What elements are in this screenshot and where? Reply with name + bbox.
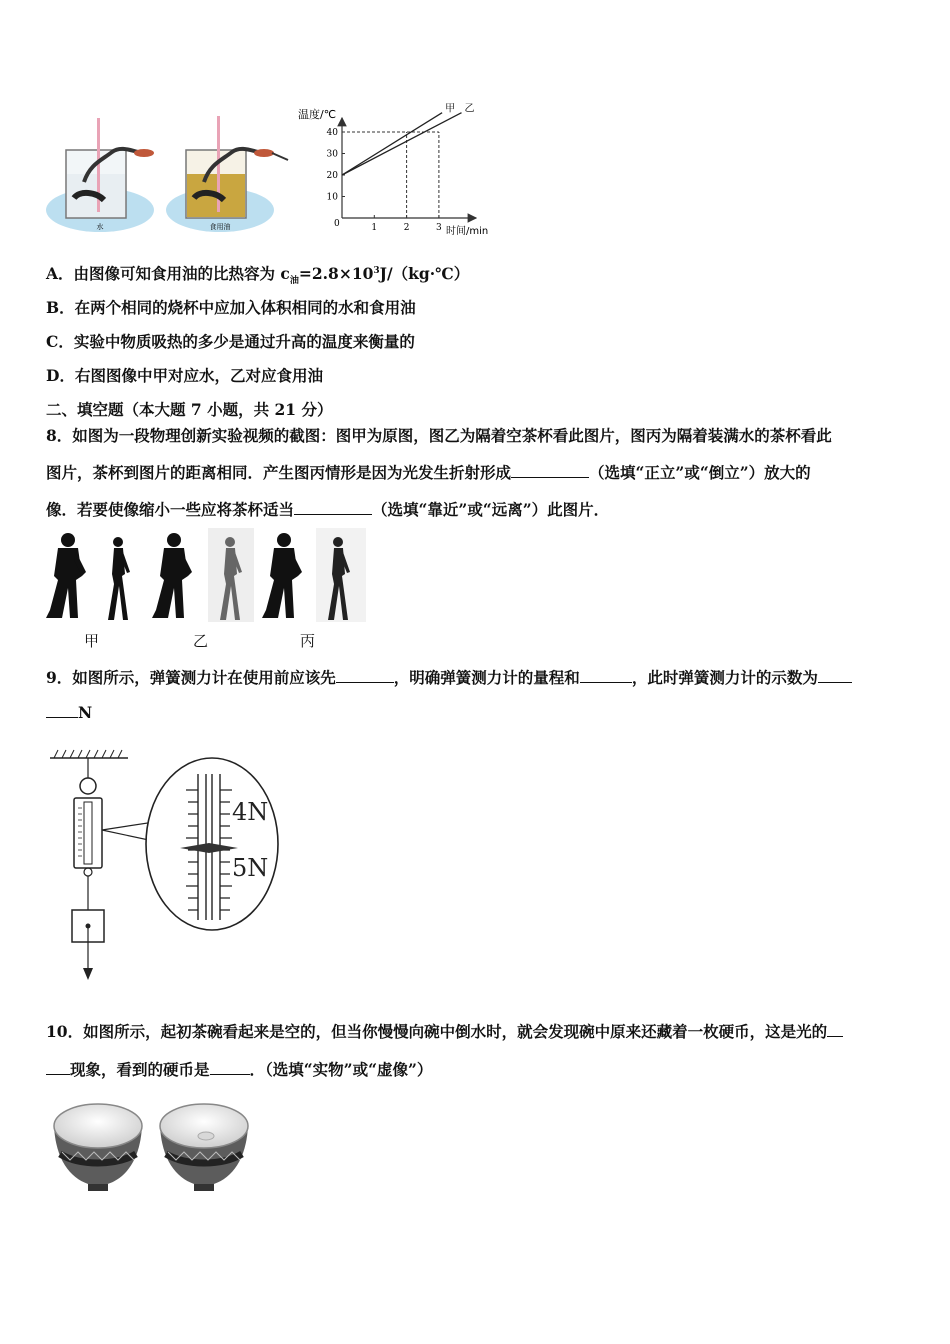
q10-line2-text-a: 现象，看到的硬币是 xyxy=(70,1060,210,1079)
chart-series-line xyxy=(342,113,442,175)
scale-label-5n: 5N xyxy=(232,854,269,882)
q8-caption-jia: 甲 xyxy=(84,632,100,650)
q8-line3-text-a: 像．若要使像缩小一些应将茶杯适当 xyxy=(46,500,295,519)
q7-option-a-sup: 3 xyxy=(373,265,380,276)
q7-option-a xyxy=(46,262,469,286)
q10-line2 xyxy=(46,1058,432,1080)
silhouette-jia xyxy=(46,533,130,620)
bowl-with-coin xyxy=(160,1104,248,1191)
q9-line1-text-b: ，明确弹簧测力计的量程和 xyxy=(393,668,580,687)
q9-line1-text-a: 9．如图所示，弹簧测力计在使用前应该先 xyxy=(46,668,336,687)
q9-answer-blank-1[interactable] xyxy=(336,668,394,683)
chart-xlabel: 时间/min xyxy=(446,226,489,237)
chart-origin-label: 0 xyxy=(334,219,340,229)
beaker-oil-figure xyxy=(164,112,294,234)
q7-option-a-suffix: J/（kg·℃） xyxy=(379,264,470,283)
q7-option-b: B．在两个相同的烧杯中应加入体积相同的水和食用油 xyxy=(46,298,416,317)
bowl-empty xyxy=(54,1104,142,1191)
q9-line1 xyxy=(46,666,852,688)
beaker-oil-label: 食用油 xyxy=(209,223,231,231)
q8-line2-text-a: 图片，茶杯到图片的距离相同．产生图丙情形是因为光发生折射形成 xyxy=(46,463,512,482)
q9-line1-text-c: ，此时弹簧测力计的示数为 xyxy=(631,668,818,687)
q9-answer-blank-3a[interactable] xyxy=(818,668,852,683)
q8-line3 xyxy=(46,498,609,520)
chart-series-label: 乙 xyxy=(464,103,475,115)
temperature-time-chart xyxy=(296,100,501,240)
coin-icon xyxy=(198,1132,214,1140)
q8-silhouette-figure xyxy=(44,526,374,626)
chart-x-tick-label: 3 xyxy=(436,223,442,233)
q8-line1: 8．如图为一段物理创新实验视频的截图：图甲为原图，图乙为隔着空茶杯看此图片，图丙为隔着装满水的茶杯看此 xyxy=(46,426,832,445)
q10-line2-text-b: ．（选填“实物”或“虚像”） xyxy=(249,1060,433,1079)
chart-series-label: 甲 xyxy=(445,103,456,115)
chart-series-line xyxy=(342,113,462,175)
q10-answer-blank-2[interactable] xyxy=(210,1060,250,1075)
q7-option-a-sub: 油 xyxy=(289,276,299,287)
q10-answer-blank-1b[interactable] xyxy=(46,1060,70,1075)
q7-option-c: C．实验中物质吸热的多少是通过升高的温度来衡量的 xyxy=(46,332,415,351)
q10-answer-blank-1a[interactable] xyxy=(827,1022,843,1037)
beaker-water-label: 水 xyxy=(96,223,104,231)
q8-line2-text-b: （选填“正立”或“倒立”）放大的 xyxy=(589,463,811,482)
beaker-water-figure xyxy=(44,112,156,234)
q7-option-a-prefix: A．由图像可知食用油的比热容为 c xyxy=(46,264,290,283)
q8-caption-bing: 丙 xyxy=(300,632,316,650)
q9-answer-blank-2[interactable] xyxy=(580,668,632,683)
chart-y-tick-label: 40 xyxy=(326,128,338,138)
q9-line2-unit: N xyxy=(78,703,93,722)
q8-answer-blank-2[interactable] xyxy=(294,500,372,515)
chart-y-tick-label: 10 xyxy=(326,192,338,203)
silhouette-bing xyxy=(262,528,366,622)
q8-line3-text-b: （选填“靠近”或“远离”）此图片． xyxy=(372,500,610,519)
q9-spring-scale-figure xyxy=(46,744,286,984)
q10-line1-text-a: 10．如图所示，起初茶碗看起来是空的，但当你慢慢向碗中倒水时，就会发现碗中原来还藏着一枚硬币，这是光的 xyxy=(46,1022,828,1041)
q7-option-a-mid: =2.8×10 xyxy=(298,264,374,283)
q7-option-d: D．右图图像中甲对应水，乙对应食用油 xyxy=(46,366,323,385)
chart-ylabel: 温度/℃ xyxy=(298,108,337,121)
scale-label-4n: 4N xyxy=(232,798,269,826)
section-title: 二、填空题（本大题 7 小题，共 21 分） xyxy=(46,400,333,419)
chart-x-tick-label: 2 xyxy=(403,223,410,233)
q10-bowl-figure xyxy=(50,1100,260,1200)
ceiling-hatch xyxy=(50,750,128,758)
q9-answer-blank-3b[interactable] xyxy=(46,703,78,718)
chart-y-tick-label: 20 xyxy=(326,171,338,181)
q8-answer-blank-1[interactable] xyxy=(511,463,589,478)
q10-line1 xyxy=(46,1020,843,1042)
chart-x-tick-label: 1 xyxy=(371,223,378,233)
q8-line2 xyxy=(46,461,811,483)
q9-line2 xyxy=(46,703,92,722)
chart-y-tick-label: 30 xyxy=(326,149,338,160)
q8-caption-yi: 乙 xyxy=(193,632,209,650)
silhouette-yi xyxy=(152,528,254,622)
